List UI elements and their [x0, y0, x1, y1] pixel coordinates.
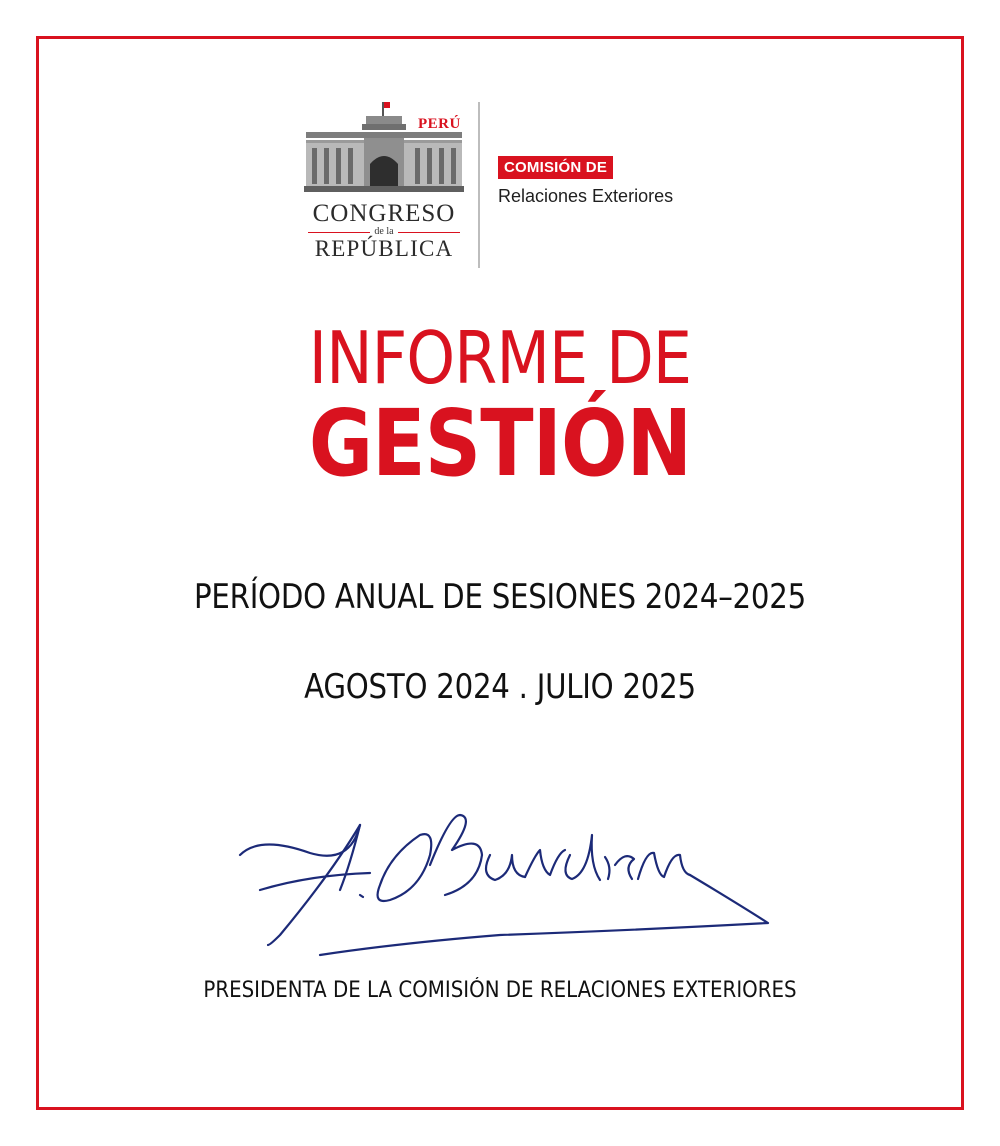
logo-name-bottom: REPÚBLICA — [314, 236, 454, 261]
commission-badge: COMISIÓN DE — [498, 156, 613, 179]
logo-name-middle: de la — [374, 226, 394, 237]
logo-rule-right — [398, 232, 460, 233]
session-period: PERÍODO ANUAL DE SESIONES 2024–2025 — [194, 577, 806, 617]
commission-name: Relaciones Exteriores — [498, 186, 674, 206]
signatory-role: PRESIDENTA DE LA COMISIÓN DE RELACIONES EXTERIORES — [203, 978, 797, 1003]
date-range: AGOSTO 2024 . JULIO 2025 — [304, 667, 696, 707]
logo-country-label: PERÚ — [418, 116, 461, 132]
congress-building-icon — [304, 98, 464, 194]
handwritten-signature — [220, 795, 780, 965]
logo-name-top: CONGRESO — [312, 200, 456, 227]
congress-logo — [300, 98, 720, 270]
report-title-line2: GESTIÓN — [308, 390, 692, 497]
logo-divider — [478, 102, 480, 268]
report-title-line1: INFORME DE — [308, 316, 692, 400]
